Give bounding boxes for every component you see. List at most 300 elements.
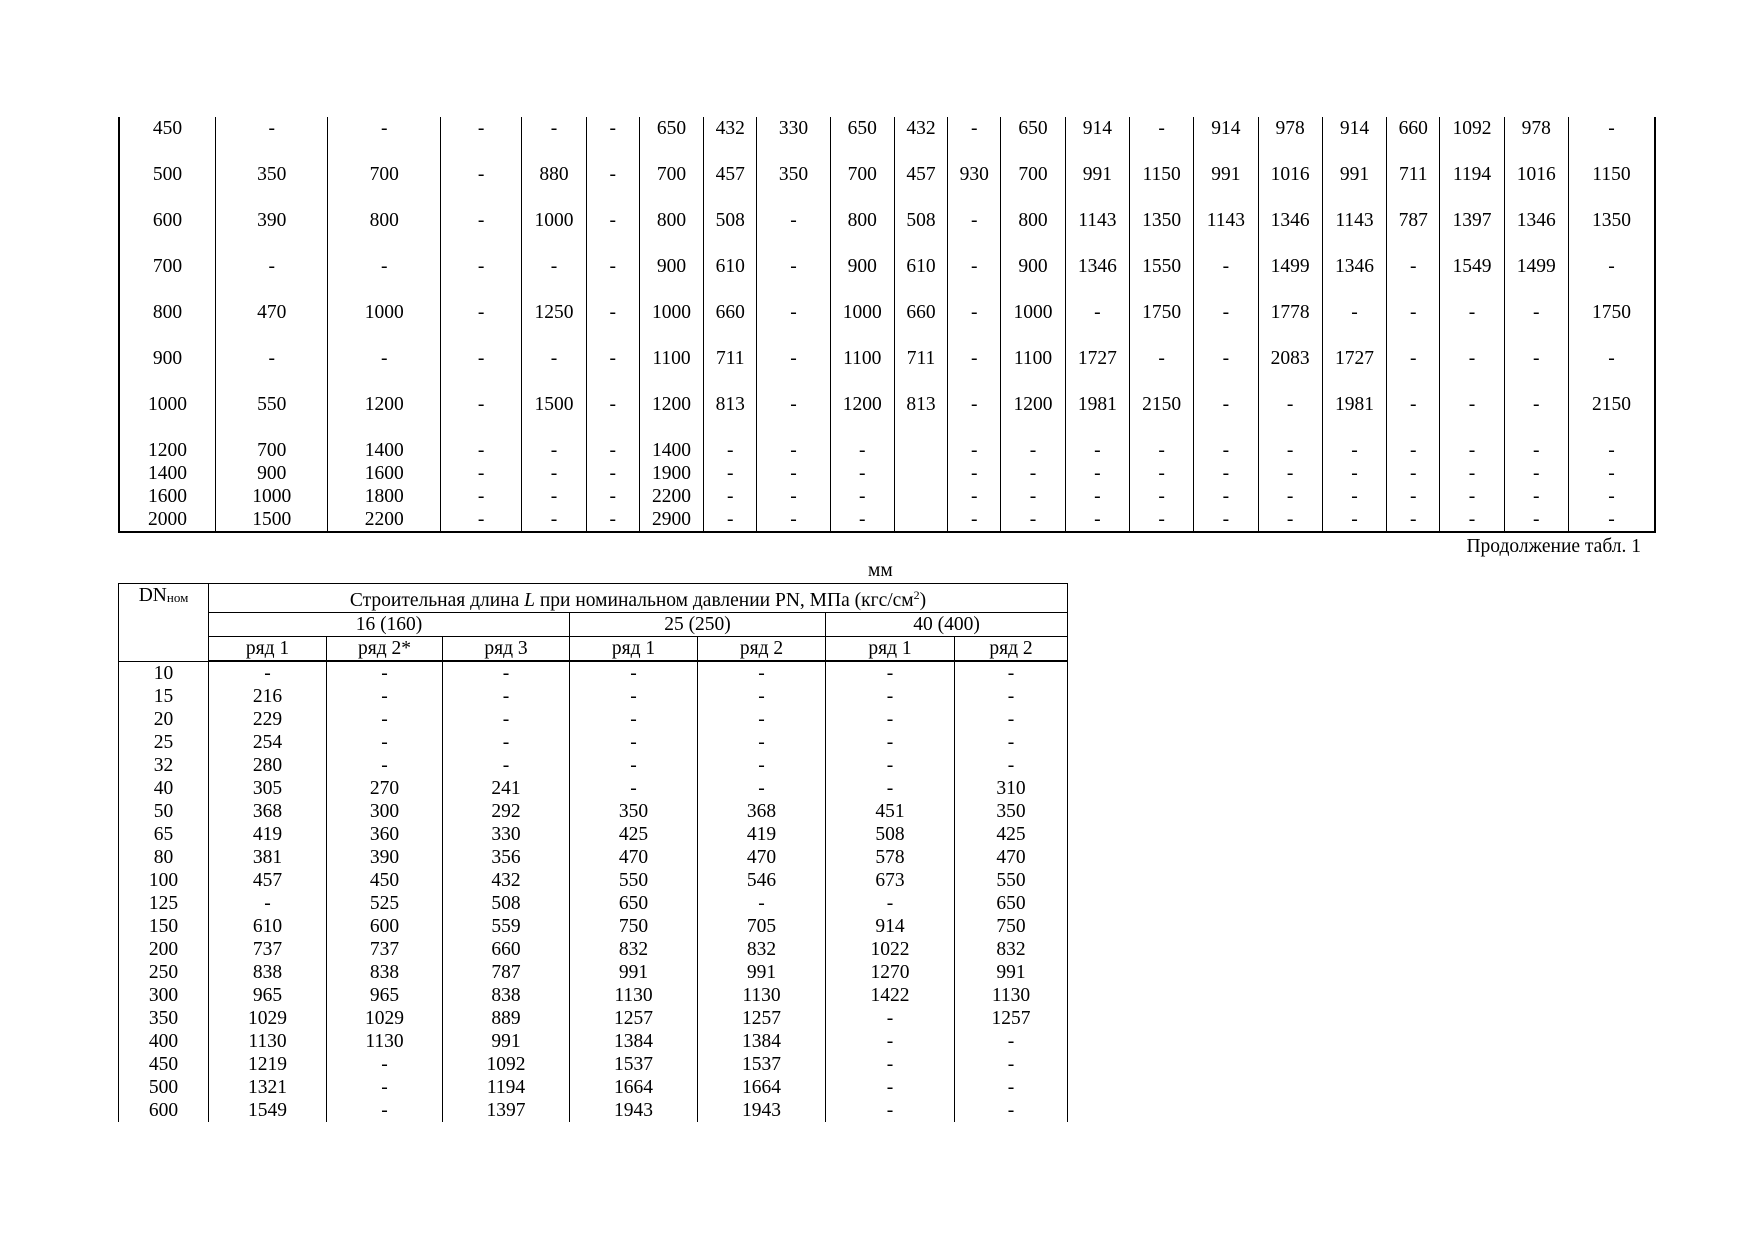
dn-cell: 20 (119, 708, 209, 731)
table-cell: 660 (894, 301, 947, 347)
table-row (119, 462, 1655, 485)
table-cell: 425 (570, 823, 698, 846)
header-post: при номинальном давлении PN, МПа (кгс/см (535, 590, 914, 611)
table-cell: 432 (894, 117, 947, 163)
table-cell: 610 (209, 915, 327, 938)
table-cell: 1384 (698, 1030, 826, 1053)
table-cell: - (1258, 439, 1322, 462)
table-cell: - (830, 462, 894, 485)
table-cell: 650 (955, 892, 1068, 915)
table-cell: 419 (209, 823, 327, 846)
table-cell: - (1440, 508, 1504, 532)
table-cell: 2150 (1568, 393, 1655, 439)
table-row (119, 347, 1655, 393)
table-cell: 292 (443, 800, 570, 823)
table-cell: 350 (955, 800, 1068, 823)
table-cell: 750 (570, 915, 698, 938)
dn-cell: 1000 (119, 393, 215, 439)
table-cell: - (327, 1053, 443, 1076)
table-cell: 800 (639, 209, 703, 255)
table-cell: 550 (955, 869, 1068, 892)
table-cell: - (1129, 485, 1193, 508)
table-cell: - (1194, 485, 1258, 508)
table-cell: 813 (894, 393, 947, 439)
table-cell: - (215, 347, 328, 393)
table-cell: 700 (830, 163, 894, 209)
table-cell: 705 (698, 915, 826, 938)
table-cell: 660 (704, 301, 757, 347)
table-cell: 1499 (1258, 255, 1322, 301)
table-cell: 390 (215, 209, 328, 255)
table-cell: 711 (1387, 163, 1440, 209)
table-cell: - (1194, 393, 1258, 439)
table-cell: - (1065, 439, 1129, 462)
table-cell: 356 (443, 846, 570, 869)
table-cell: - (704, 439, 757, 462)
table-cell: - (1440, 301, 1504, 347)
table-cell: - (1322, 508, 1386, 532)
table-cell: - (570, 777, 698, 800)
table-cell: 914 (1194, 117, 1258, 163)
table-row (119, 869, 1068, 892)
table-cell (894, 439, 947, 462)
dn-cell: 100 (119, 869, 209, 892)
table-cell: 2200 (639, 485, 703, 508)
table-row (119, 1007, 1068, 1030)
table-row (119, 754, 1068, 777)
table-cell: - (1258, 485, 1322, 508)
table-cell: - (1440, 439, 1504, 462)
table-row (119, 984, 1068, 1007)
table-cell: - (955, 1076, 1068, 1099)
table-cell: - (522, 508, 586, 532)
pressure-group-16: 16 (160) (209, 613, 570, 637)
dn-cell: 10 (119, 661, 209, 685)
table-cell: 350 (215, 163, 328, 209)
table-cell: 270 (327, 777, 443, 800)
table-row (119, 508, 1655, 532)
table-cell: - (948, 347, 1001, 393)
dn-header (119, 584, 209, 662)
table-cell: - (1440, 462, 1504, 485)
table-row (119, 661, 1068, 685)
table-cell: - (586, 255, 639, 301)
table-cell: - (826, 661, 955, 685)
row-label: ряд 2 (698, 637, 826, 662)
table-cell: - (757, 209, 830, 255)
table-cell: 425 (955, 823, 1068, 846)
dn-cell: 80 (119, 846, 209, 869)
table-cell: 1400 (328, 439, 441, 462)
table-cell: 889 (443, 1007, 570, 1030)
table-cell: 451 (826, 800, 955, 823)
table-cell: - (522, 117, 586, 163)
table-cell: 650 (570, 892, 698, 915)
table-cell: 1130 (209, 1030, 327, 1053)
table-cell (894, 508, 947, 532)
dn-cell: 50 (119, 800, 209, 823)
table-cell: - (1568, 462, 1655, 485)
table-cell: 1000 (522, 209, 586, 255)
table-row (119, 209, 1655, 255)
table-cell: 900 (639, 255, 703, 301)
table-cell: 787 (1387, 209, 1440, 255)
table-cell: 305 (209, 777, 327, 800)
table-cell: 965 (209, 984, 327, 1007)
table-cell: 1029 (327, 1007, 443, 1030)
table-cell: - (586, 347, 639, 393)
table-cell: - (1322, 462, 1386, 485)
table-cell: 832 (570, 938, 698, 961)
table-cell: 991 (443, 1030, 570, 1053)
table-cell: 254 (209, 731, 327, 754)
table-cell: - (826, 1053, 955, 1076)
dn-cell: 1400 (119, 462, 215, 485)
table-cell: - (586, 301, 639, 347)
table-cell: - (955, 731, 1068, 754)
table-cell: - (327, 661, 443, 685)
dn-cell: 40 (119, 777, 209, 800)
table-cell: - (948, 255, 1001, 301)
table-cell: 470 (215, 301, 328, 347)
table-row (119, 846, 1068, 869)
table-cell: 1257 (698, 1007, 826, 1030)
dn-cell: 200 (119, 938, 209, 961)
table-cell: - (443, 731, 570, 754)
table-cell: 1257 (955, 1007, 1068, 1030)
table-cell: 470 (570, 846, 698, 869)
table-cell: - (1568, 117, 1655, 163)
table-cell: - (1001, 462, 1065, 485)
table-cell: - (327, 708, 443, 731)
table-cell: - (1440, 347, 1504, 393)
table-cell: 1143 (1065, 209, 1129, 255)
table-cell: 1727 (1065, 347, 1129, 393)
table-cell: - (948, 462, 1001, 485)
table-cell: 1800 (328, 485, 441, 508)
continuation-label: Продолжение табл. 1 (1466, 536, 1641, 557)
row-label: ряд 1 (209, 637, 327, 662)
table-cell: 1130 (570, 984, 698, 1007)
table-cell: - (757, 439, 830, 462)
table-cell: - (1568, 347, 1655, 393)
table-cell: 700 (639, 163, 703, 209)
table-cell: 280 (209, 754, 327, 777)
table-cell: 1384 (570, 1030, 698, 1053)
table-cell: 1029 (209, 1007, 327, 1030)
table-cell: 673 (826, 869, 955, 892)
table-cell: 1270 (826, 961, 955, 984)
table-cell: - (1001, 485, 1065, 508)
table-cell: 610 (704, 255, 757, 301)
table-cell: - (826, 1099, 955, 1122)
table-cell: - (1194, 462, 1258, 485)
table-cell: 457 (209, 869, 327, 892)
pressure-group-25: 25 (250) (570, 613, 826, 637)
table-cell: - (440, 508, 521, 532)
table-cell: 660 (443, 938, 570, 961)
table-cell: 216 (209, 685, 327, 708)
table-cell: - (1504, 439, 1568, 462)
table-cell: 1000 (215, 485, 328, 508)
table-cell: - (1001, 439, 1065, 462)
dn-label: DN (138, 585, 167, 606)
construction-length-table (118, 583, 1068, 1122)
table-cell: - (1387, 255, 1440, 301)
table-cell: - (826, 685, 955, 708)
table-cell: 508 (894, 209, 947, 255)
table-cell: - (1001, 508, 1065, 532)
table-row (119, 255, 1655, 301)
dn-cell: 600 (119, 209, 215, 255)
table-cell: 1143 (1322, 209, 1386, 255)
table-cell: - (1194, 301, 1258, 347)
table-cell (894, 485, 947, 508)
unit-label: мм (868, 560, 893, 581)
table-cell: - (1065, 485, 1129, 508)
table-cell: - (440, 439, 521, 462)
table-cell: 1200 (1001, 393, 1065, 439)
table-cell: - (1387, 508, 1440, 532)
table-cell: 1257 (570, 1007, 698, 1030)
table-cell: - (948, 508, 1001, 532)
table-cell: 432 (443, 869, 570, 892)
table-cell: 1200 (639, 393, 703, 439)
table-cell: - (1258, 393, 1322, 439)
table-cell: - (1258, 508, 1322, 532)
table-row (119, 1053, 1068, 1076)
table-cell: 991 (1065, 163, 1129, 209)
table-cell: 1422 (826, 984, 955, 1007)
dn-cell: 700 (119, 255, 215, 301)
table-cell: - (328, 347, 441, 393)
table-cell: 1092 (1440, 117, 1504, 163)
table-cell: - (443, 685, 570, 708)
table-cell: - (570, 708, 698, 731)
table-cell: - (327, 1076, 443, 1099)
dn-cell: 450 (119, 1053, 209, 1076)
table-cell: - (698, 731, 826, 754)
table-cell: - (586, 508, 639, 532)
dn-cell: 1600 (119, 485, 215, 508)
table-cell: 978 (1504, 117, 1568, 163)
table-cell: - (698, 661, 826, 685)
dn-cell: 25 (119, 731, 209, 754)
table-cell: - (586, 462, 639, 485)
table-cell: 800 (830, 209, 894, 255)
table-cell: 1200 (830, 393, 894, 439)
table-cell: - (704, 508, 757, 532)
table-cell: 330 (757, 117, 830, 163)
table-cell: 1981 (1322, 393, 1386, 439)
table-cell: - (1129, 347, 1193, 393)
table-row (119, 800, 1068, 823)
dn-cell: 600 (119, 1099, 209, 1122)
table-cell: - (215, 117, 328, 163)
table-cell: 381 (209, 846, 327, 869)
row-label: ряд 2* (327, 637, 443, 662)
table-cell: - (1194, 439, 1258, 462)
header-var: L (524, 590, 535, 611)
table-cell: - (1129, 462, 1193, 485)
table-cell: 978 (1258, 117, 1322, 163)
table-cell: - (327, 1099, 443, 1122)
table-cell: - (443, 661, 570, 685)
table-cell: - (328, 117, 441, 163)
table-cell: 546 (698, 869, 826, 892)
table-cell: 1143 (1194, 209, 1258, 255)
table-cell: - (826, 754, 955, 777)
table-cell: 832 (698, 938, 826, 961)
table-cell: 700 (1001, 163, 1065, 209)
table-cell: - (704, 462, 757, 485)
table-cell: 711 (704, 347, 757, 393)
table-cell: 1016 (1258, 163, 1322, 209)
table-cell: 991 (570, 961, 698, 984)
table-cell: - (1568, 439, 1655, 462)
table-cell: 525 (327, 892, 443, 915)
table-cell: 470 (698, 846, 826, 869)
dn-cell: 65 (119, 823, 209, 846)
table-cell: 838 (209, 961, 327, 984)
table-cell: - (698, 754, 826, 777)
table-cell: - (1387, 439, 1440, 462)
table-cell: - (826, 708, 955, 731)
table-cell: - (955, 661, 1068, 685)
table-cell: 880 (522, 163, 586, 209)
dn-cell: 400 (119, 1030, 209, 1053)
table-cell: - (948, 485, 1001, 508)
table-cell: - (1065, 462, 1129, 485)
dn-subscript: ном (166, 590, 189, 605)
table-cell: 310 (955, 777, 1068, 800)
table-cell: - (698, 892, 826, 915)
dn-cell: 15 (119, 685, 209, 708)
table-cell: 368 (698, 800, 826, 823)
table-cell: 1750 (1129, 301, 1193, 347)
header-sup: 2 (913, 588, 920, 602)
table-cell: - (757, 301, 830, 347)
table-cell: - (830, 439, 894, 462)
table-cell: 1550 (1129, 255, 1193, 301)
dn-cell: 350 (119, 1007, 209, 1030)
table-cell: 610 (894, 255, 947, 301)
table-cell: - (955, 1030, 1068, 1053)
table-cell: - (757, 508, 830, 532)
table-cell: - (757, 255, 830, 301)
table-cell: 1350 (1129, 209, 1193, 255)
table-cell: - (440, 255, 521, 301)
table-cell: 1000 (328, 301, 441, 347)
table-cell: - (440, 462, 521, 485)
table-cell: 650 (639, 117, 703, 163)
table-cell: - (1504, 393, 1568, 439)
table-cell: - (522, 439, 586, 462)
table-cell: 991 (955, 961, 1068, 984)
table-row (119, 1030, 1068, 1053)
table-cell: 1130 (698, 984, 826, 1007)
dn-cell: 300 (119, 984, 209, 1007)
table-cell: - (704, 485, 757, 508)
table-cell: 965 (327, 984, 443, 1007)
table-row (119, 301, 1655, 347)
table-cell: - (327, 731, 443, 754)
table-row (119, 1076, 1068, 1099)
table-cell (894, 462, 947, 485)
header-pre: Строительная длина (349, 590, 525, 611)
table-cell: 737 (327, 938, 443, 961)
table-cell: - (1568, 508, 1655, 532)
table-cell: 360 (327, 823, 443, 846)
table-cell: 1346 (1258, 209, 1322, 255)
table-cell: 350 (570, 800, 698, 823)
table-cell: 2083 (1258, 347, 1322, 393)
table-cell: 900 (215, 462, 328, 485)
table-cell: - (1065, 508, 1129, 532)
table-cell: 787 (443, 961, 570, 984)
table-cell: - (1387, 393, 1440, 439)
table-cell: 930 (948, 163, 1001, 209)
table-cell: 1537 (698, 1053, 826, 1076)
table-cell: 1016 (1504, 163, 1568, 209)
table-cell: 330 (443, 823, 570, 846)
table-cell: 1943 (570, 1099, 698, 1122)
table-cell: 457 (704, 163, 757, 209)
table-cell: - (1129, 508, 1193, 532)
table-cell: 737 (209, 938, 327, 961)
table-cell: 1537 (570, 1053, 698, 1076)
table-row (119, 439, 1655, 462)
dn-cell: 250 (119, 961, 209, 984)
table-cell: 1549 (209, 1099, 327, 1122)
table-cell: - (955, 1053, 1068, 1076)
table-cell: - (440, 301, 521, 347)
table-cell: 900 (830, 255, 894, 301)
table-cell: - (826, 1076, 955, 1099)
table-cell: - (586, 209, 639, 255)
table-cell: 1100 (1001, 347, 1065, 393)
table-cell: - (1440, 393, 1504, 439)
dn-cell: 800 (119, 301, 215, 347)
table-cell: - (522, 347, 586, 393)
table-cell: - (440, 163, 521, 209)
table-cell: 508 (443, 892, 570, 915)
table-cell: 1150 (1568, 163, 1655, 209)
table-cell: - (1194, 347, 1258, 393)
table-cell: - (1129, 117, 1193, 163)
table-cell: - (440, 347, 521, 393)
table-cell: 800 (1001, 209, 1065, 255)
table-cell: - (570, 661, 698, 685)
table-cell: 813 (704, 393, 757, 439)
table-cell: - (1322, 301, 1386, 347)
table-cell: 832 (955, 938, 1068, 961)
table-cell: 1500 (215, 508, 328, 532)
table-cell: - (826, 1007, 955, 1030)
row-label: ряд 1 (826, 637, 955, 662)
header-end: ) (919, 590, 927, 611)
table-cell: 914 (1065, 117, 1129, 163)
table-cell: 838 (327, 961, 443, 984)
row-label: ряд 1 (570, 637, 698, 662)
table-cell: 1150 (1129, 163, 1193, 209)
table-cell: - (1387, 462, 1440, 485)
table-cell: 838 (443, 984, 570, 1007)
table-cell: 1900 (639, 462, 703, 485)
table-cell: - (586, 163, 639, 209)
table-cell: - (1387, 485, 1440, 508)
table-cell: - (1504, 462, 1568, 485)
